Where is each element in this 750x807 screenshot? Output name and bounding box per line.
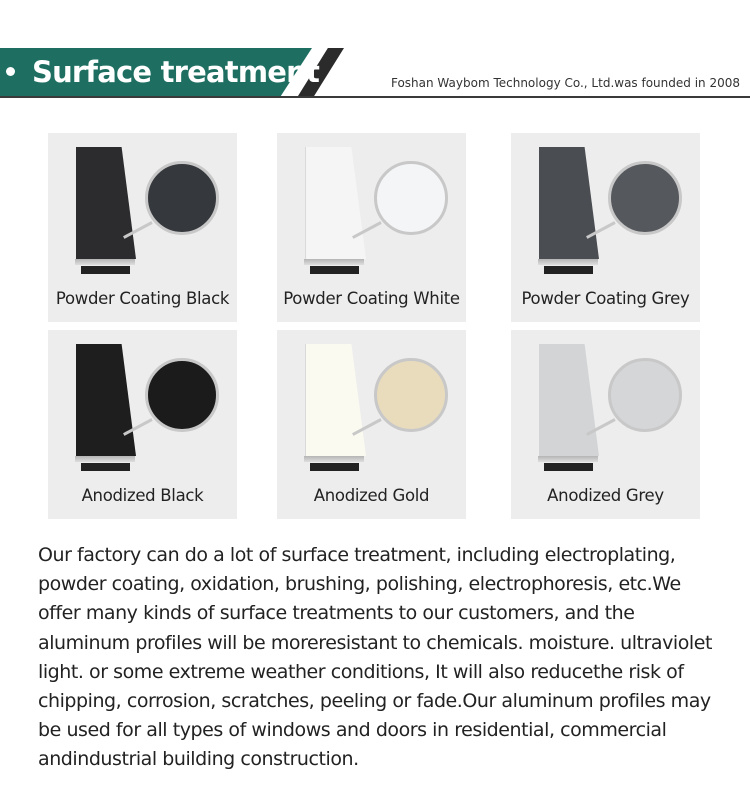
color-swatch xyxy=(608,358,682,432)
description-paragraph: Our factory can do a lot of surface treatment, including electroplating, powder coating, oxidation, brushing, polishing, electrophoresis, etc.We offer many kinds of surface treatments to our customers, and the aluminum profiles will be moreresistant to chemicals. moisture. ultraviolet light. or some extreme weather conditions, It will also reducethe risk of chipping, corrosion, scratches, peeling or fade.Our aluminum profiles may be used for all types of windows and doors in residential, commercial andindustrial building construction. xyxy=(38,544,712,771)
finish-label: Anodized Grey xyxy=(547,486,664,505)
color-swatch xyxy=(374,358,448,432)
finish-tile xyxy=(511,133,700,322)
header-divider xyxy=(0,96,750,98)
profile-sample-icon xyxy=(76,147,136,259)
bullet-icon xyxy=(6,67,15,76)
profile-channel xyxy=(81,266,130,274)
color-swatch xyxy=(374,161,448,235)
profile-base xyxy=(538,259,598,265)
finish-tile xyxy=(511,330,700,519)
profile-sample-icon xyxy=(305,147,366,259)
finish-tile xyxy=(277,330,466,519)
color-swatch xyxy=(145,161,219,235)
finish-tile xyxy=(277,133,466,322)
profile-channel xyxy=(310,266,359,274)
profile-base xyxy=(304,456,364,462)
finish-label: Powder Coating White xyxy=(283,289,460,308)
page-title: Surface treatment xyxy=(32,55,320,89)
profile-base xyxy=(75,259,135,265)
finish-label: Powder Coating Grey xyxy=(521,289,690,308)
profile-sample-icon xyxy=(539,344,599,456)
profile-base xyxy=(304,259,364,265)
profile-sample-icon xyxy=(539,147,599,259)
color-swatch xyxy=(145,358,219,432)
company-tagline: Foshan Waybom Technology Co., Ltd.was founded in 2008 xyxy=(390,76,740,90)
profile-sample-icon xyxy=(76,344,136,456)
finish-label: Powder Coating Black xyxy=(55,289,230,308)
profile-channel xyxy=(544,463,593,471)
finish-tile xyxy=(48,133,237,322)
finish-label: Anodized Black xyxy=(81,486,204,505)
profile-base xyxy=(75,456,135,462)
finish-tile xyxy=(48,330,237,519)
profile-base xyxy=(538,456,598,462)
profile-channel xyxy=(81,463,130,471)
profile-sample-icon xyxy=(305,344,366,456)
profile-channel xyxy=(310,463,359,471)
color-swatch xyxy=(608,161,682,235)
section-header xyxy=(0,48,750,98)
finish-label: Anodized Gold xyxy=(313,486,430,505)
profile-channel xyxy=(544,266,593,274)
